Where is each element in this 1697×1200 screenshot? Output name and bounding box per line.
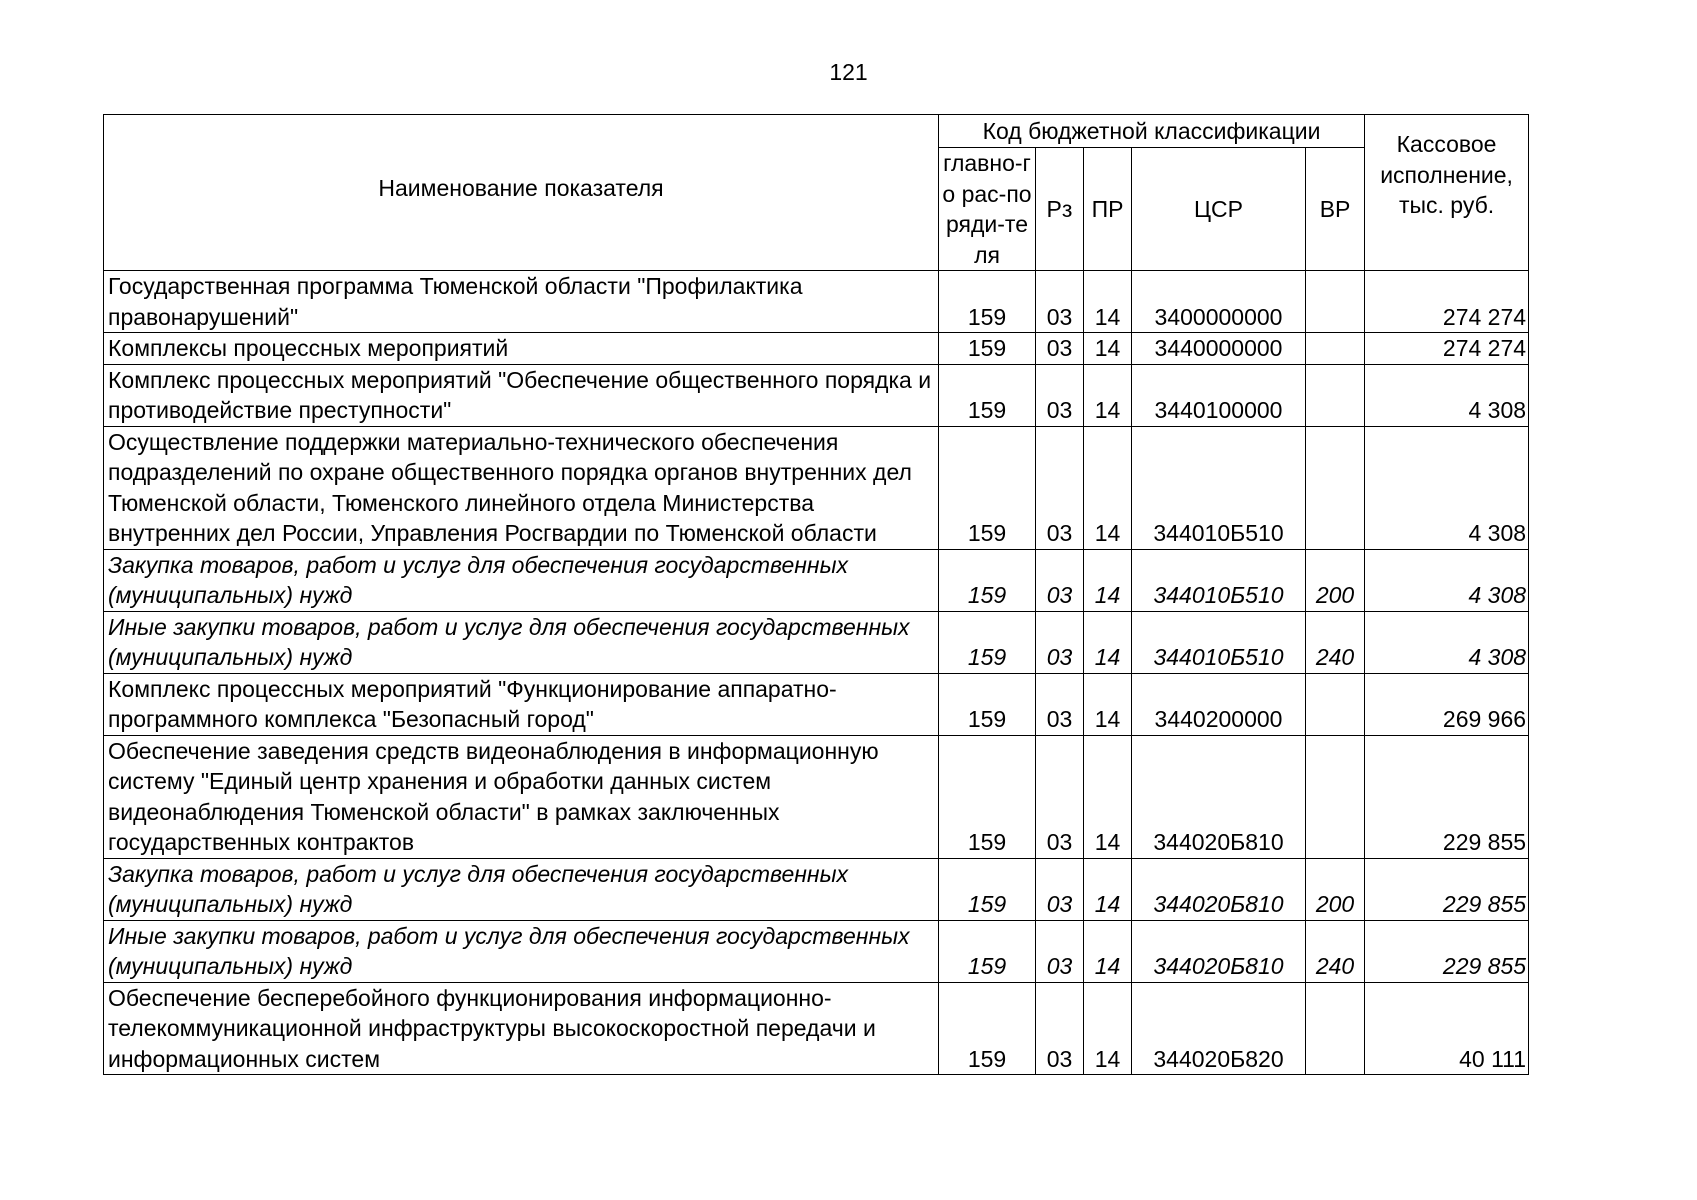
row-admin: 159: [939, 333, 1036, 365]
table-row: [104, 549, 1529, 611]
row-admin: 159: [939, 611, 1036, 673]
row-amount: 4 308: [1365, 426, 1529, 549]
row-vr: 240: [1306, 611, 1365, 673]
row-rz: 03: [1036, 982, 1084, 1075]
row-name: Государственная программа Тюменской области "Профилактика правонарушений": [104, 271, 939, 333]
row-admin: 159: [939, 364, 1036, 426]
row-amount: 274 274: [1365, 333, 1529, 365]
row-csr: 344010Б510: [1132, 611, 1306, 673]
row-vr: 200: [1306, 858, 1365, 920]
header-pr: ПР: [1084, 148, 1132, 271]
row-name: Осуществление поддержки материально-технического обеспечения подразделений по охране общественного порядка органов внутренних дел Тюменской области, Тюменского линейного отдела Министерства внутренних дел России, Управления Росгвардии по Тюменской области: [104, 426, 939, 549]
row-rz: 03: [1036, 549, 1084, 611]
row-name: Обеспечение бесперебойного функционирования информационно-телекоммуникационной инфраструктуры высокоскоростной передачи и информационных систем: [104, 982, 939, 1075]
row-csr: 344010Б510: [1132, 426, 1306, 549]
table-row: [104, 611, 1529, 673]
row-amount: 4 308: [1365, 364, 1529, 426]
row-pr: 14: [1084, 735, 1132, 858]
row-vr: [1306, 982, 1365, 1075]
header-rz: Рз: [1036, 148, 1084, 271]
row-admin: 159: [939, 426, 1036, 549]
row-amount: 229 855: [1365, 858, 1529, 920]
row-amount: 4 308: [1365, 611, 1529, 673]
row-vr: [1306, 426, 1365, 549]
row-name: Комплекс процессных мероприятий "Обеспечение общественного порядка и противодействие преступности": [104, 364, 939, 426]
row-csr: 3440200000: [1132, 673, 1306, 735]
row-name: Иные закупки товаров, работ и услуг для обеспечения государственных (муниципальных) нужд: [104, 920, 939, 982]
row-name: Комплекс процессных мероприятий "Функционирование аппаратно-программного комплекса "Безопасный город": [104, 673, 939, 735]
row-admin: 159: [939, 271, 1036, 333]
row-pr: 14: [1084, 673, 1132, 735]
row-amount: 229 855: [1365, 920, 1529, 982]
row-vr: [1306, 271, 1365, 333]
row-pr: 14: [1084, 549, 1132, 611]
table-row: [104, 673, 1529, 735]
row-pr: 14: [1084, 982, 1132, 1075]
table-row: [104, 333, 1529, 365]
row-name: Иные закупки товаров, работ и услуг для обеспечения государственных (муниципальных) нужд: [104, 611, 939, 673]
row-rz: 03: [1036, 735, 1084, 858]
row-vr: [1306, 673, 1365, 735]
table-row: [104, 364, 1529, 426]
row-csr: 3440000000: [1132, 333, 1306, 365]
row-rz: 03: [1036, 364, 1084, 426]
row-name: Комплексы процессных мероприятий: [104, 333, 939, 365]
row-pr: 14: [1084, 333, 1132, 365]
row-csr: 3440100000: [1132, 364, 1306, 426]
row-rz: 03: [1036, 858, 1084, 920]
row-pr: 14: [1084, 611, 1132, 673]
row-vr: [1306, 735, 1365, 858]
header-name: Наименование показателя: [104, 115, 939, 271]
row-vr: [1306, 333, 1365, 365]
row-pr: 14: [1084, 920, 1132, 982]
table-row: [104, 920, 1529, 982]
row-name: Обеспечение заведения средств видеонаблюдения в информационную систему "Единый центр хранения и обработки данных систем видеонаблюдения Тюменской области" в рамках заключенных государственных контрактов: [104, 735, 939, 858]
table-row: [104, 982, 1529, 1075]
header-vr: ВР: [1306, 148, 1365, 271]
table-row: [104, 271, 1529, 333]
table-row: [104, 735, 1529, 858]
row-admin: 159: [939, 982, 1036, 1075]
row-csr: 3400000000: [1132, 271, 1306, 333]
row-pr: 14: [1084, 364, 1132, 426]
row-csr: 344020Б810: [1132, 858, 1306, 920]
row-vr: 240: [1306, 920, 1365, 982]
row-rz: 03: [1036, 611, 1084, 673]
header-amount: Кассовое исполнение, тыс. руб.: [1365, 115, 1529, 271]
row-admin: 159: [939, 858, 1036, 920]
header-csr: ЦСР: [1132, 148, 1306, 271]
row-csr: 344020Б820: [1132, 982, 1306, 1075]
row-admin: 159: [939, 549, 1036, 611]
header-admin: главно-го рас-поряди-теля: [939, 148, 1036, 271]
row-rz: 03: [1036, 673, 1084, 735]
row-name: Закупка товаров, работ и услуг для обеспечения государственных (муниципальных) нужд: [104, 549, 939, 611]
row-admin: 159: [939, 920, 1036, 982]
row-pr: 14: [1084, 426, 1132, 549]
header-code-group: Код бюджетной классификации: [939, 115, 1365, 148]
row-rz: 03: [1036, 271, 1084, 333]
row-vr: [1306, 364, 1365, 426]
row-vr: 200: [1306, 549, 1365, 611]
row-rz: 03: [1036, 920, 1084, 982]
row-pr: 14: [1084, 858, 1132, 920]
row-csr: 344020Б810: [1132, 920, 1306, 982]
row-admin: 159: [939, 735, 1036, 858]
table-row: [104, 426, 1529, 549]
row-csr: 344010Б510: [1132, 549, 1306, 611]
budget-execution-table: [103, 114, 1529, 1075]
row-name: Закупка товаров, работ и услуг для обеспечения государственных (муниципальных) нужд: [104, 858, 939, 920]
row-rz: 03: [1036, 426, 1084, 549]
row-pr: 14: [1084, 271, 1132, 333]
row-amount: 4 308: [1365, 549, 1529, 611]
row-amount: 40 111: [1365, 982, 1529, 1075]
row-csr: 344020Б810: [1132, 735, 1306, 858]
row-rz: 03: [1036, 333, 1084, 365]
table-row: [104, 858, 1529, 920]
row-amount: 269 966: [1365, 673, 1529, 735]
row-amount: 274 274: [1365, 271, 1529, 333]
page-number: 121: [829, 59, 868, 85]
row-amount: 229 855: [1365, 735, 1529, 858]
row-admin: 159: [939, 673, 1036, 735]
